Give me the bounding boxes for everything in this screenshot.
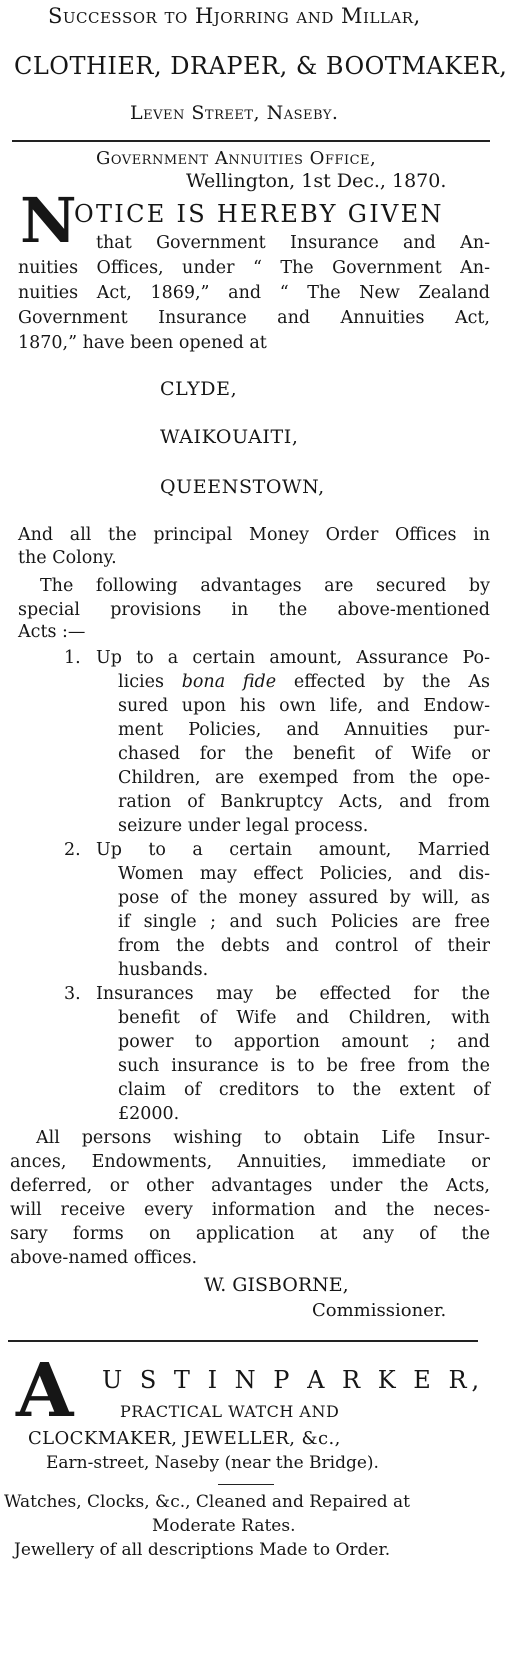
item-line: such insurance is to be free from the [118,1056,490,1076]
item-line: husbands. [118,960,209,980]
item-number: 2. [64,840,81,860]
parker-short-rule [218,1484,274,1485]
closing-line: All persons wishing to obtain Life Insur- [36,1128,490,1148]
item-line: pose of the money assured by will, as [118,888,490,908]
notice-drop-cap: N [20,184,77,257]
parker-trade-line-1: PRACTICAL WATCH AND [120,1402,340,1421]
item-line: from the debts and control of their [118,936,490,956]
intro-line: that Government Insurance and An- [96,233,490,253]
item-line: sured upon his own life, and Endow- [118,696,490,716]
clothier-address: Leven Street, Naseby. [130,102,339,124]
notice-headline: OTICE IS HEREBY GIVEN [74,200,444,228]
parker-address: Earn-street, Naseby (near the Bridge). [46,1453,379,1473]
closing-line: will receive every information and the neces- [10,1200,490,1220]
parker-name: U S T I N P A R K E R, [102,1366,485,1394]
item-line: licies bona fide effected by the As [118,672,490,692]
closing-line: above-named offices. [10,1248,198,1268]
intro-line: nuities Offices, under “ The Government An- [18,258,490,278]
item-line: Children, are exemped from the ope- [118,768,490,788]
notice-signatory: W. GISBORNE, [204,1274,349,1296]
intro-line: Government Insurance and Annuities Act, [18,308,490,328]
item-number: 1. [64,648,81,668]
parker-rates-line: Moderate Rates. [152,1516,296,1536]
item-line: chased for the benefit of Wife or [118,744,490,764]
divider-rule-2 [8,1340,478,1342]
parker-drop-cap: A [16,1348,74,1434]
notice-signatory-title: Commissioner. [312,1300,447,1321]
item-line: claim of creditors to the extent of [118,1080,490,1100]
item-line: Up to a certain amount, Assurance Po- [96,648,490,668]
advantages-line: The following advantages are secured by [40,576,490,596]
item-line: benefit of Wife and Children, with [118,1008,490,1028]
notice-dateline: Wellington, 1st Dec., 1870. [186,170,447,192]
closing-line: ances, Endowments, Annuities, immediate or [10,1152,490,1172]
notice-office: Government Annuities Office, [96,148,377,169]
advantages-line: Acts :— [18,622,86,642]
closing-line: deferred, or other advantages under the Acts, [10,1176,490,1196]
item-line: Up to a certain amount, Married [96,840,490,860]
parker-jewellery-line: Jewellery of all descriptions Made to Order. [14,1540,391,1560]
advantages-line: special provisions in the above-mentioned [18,600,490,620]
place-clyde: CLYDE, [160,378,238,400]
item-line: seizure under legal process. [118,816,369,836]
clothier-trade-line: CLOTHIER, DRAPER, & BOOTMAKER, [14,52,508,80]
item-number: 3. [64,984,81,1004]
divider-rule-1 [12,140,490,142]
parker-trade-line-2: CLOCKMAKER, JEWELLER, &c., [28,1428,341,1449]
item-line: ration of Bankruptcy Acts, and from [118,792,490,812]
place-waikouaiti: WAIKOUAITI, [160,426,299,448]
item-line: Women may effect Policies, and dis- [118,864,490,884]
place-queenstown: QUEENSTOWN, [160,476,325,498]
intro-line: nuities Act, 1869,” and “ The New Zealand [18,283,490,303]
item-line: if single ; and such Policies are free [118,912,490,932]
successor-line: Successor to Hjorring and Millar, [48,4,421,28]
item-line: ment Policies, and Annuities pur- [118,720,490,740]
parker-services-line: Watches, Clocks, &c., Cleaned and Repaired at [4,1492,410,1512]
colony-line: And all the principal Money Order Offices in [18,525,490,545]
item-line: £2000. [118,1104,180,1124]
intro-line: 1870,” have been opened at [18,333,267,353]
item-line: Insurances may be effected for the [96,984,490,1004]
item-line: power to apportion amount ; and [118,1032,490,1052]
colony-line: the Colony. [18,548,117,568]
closing-line: sary forms on application at any of the [10,1224,490,1244]
